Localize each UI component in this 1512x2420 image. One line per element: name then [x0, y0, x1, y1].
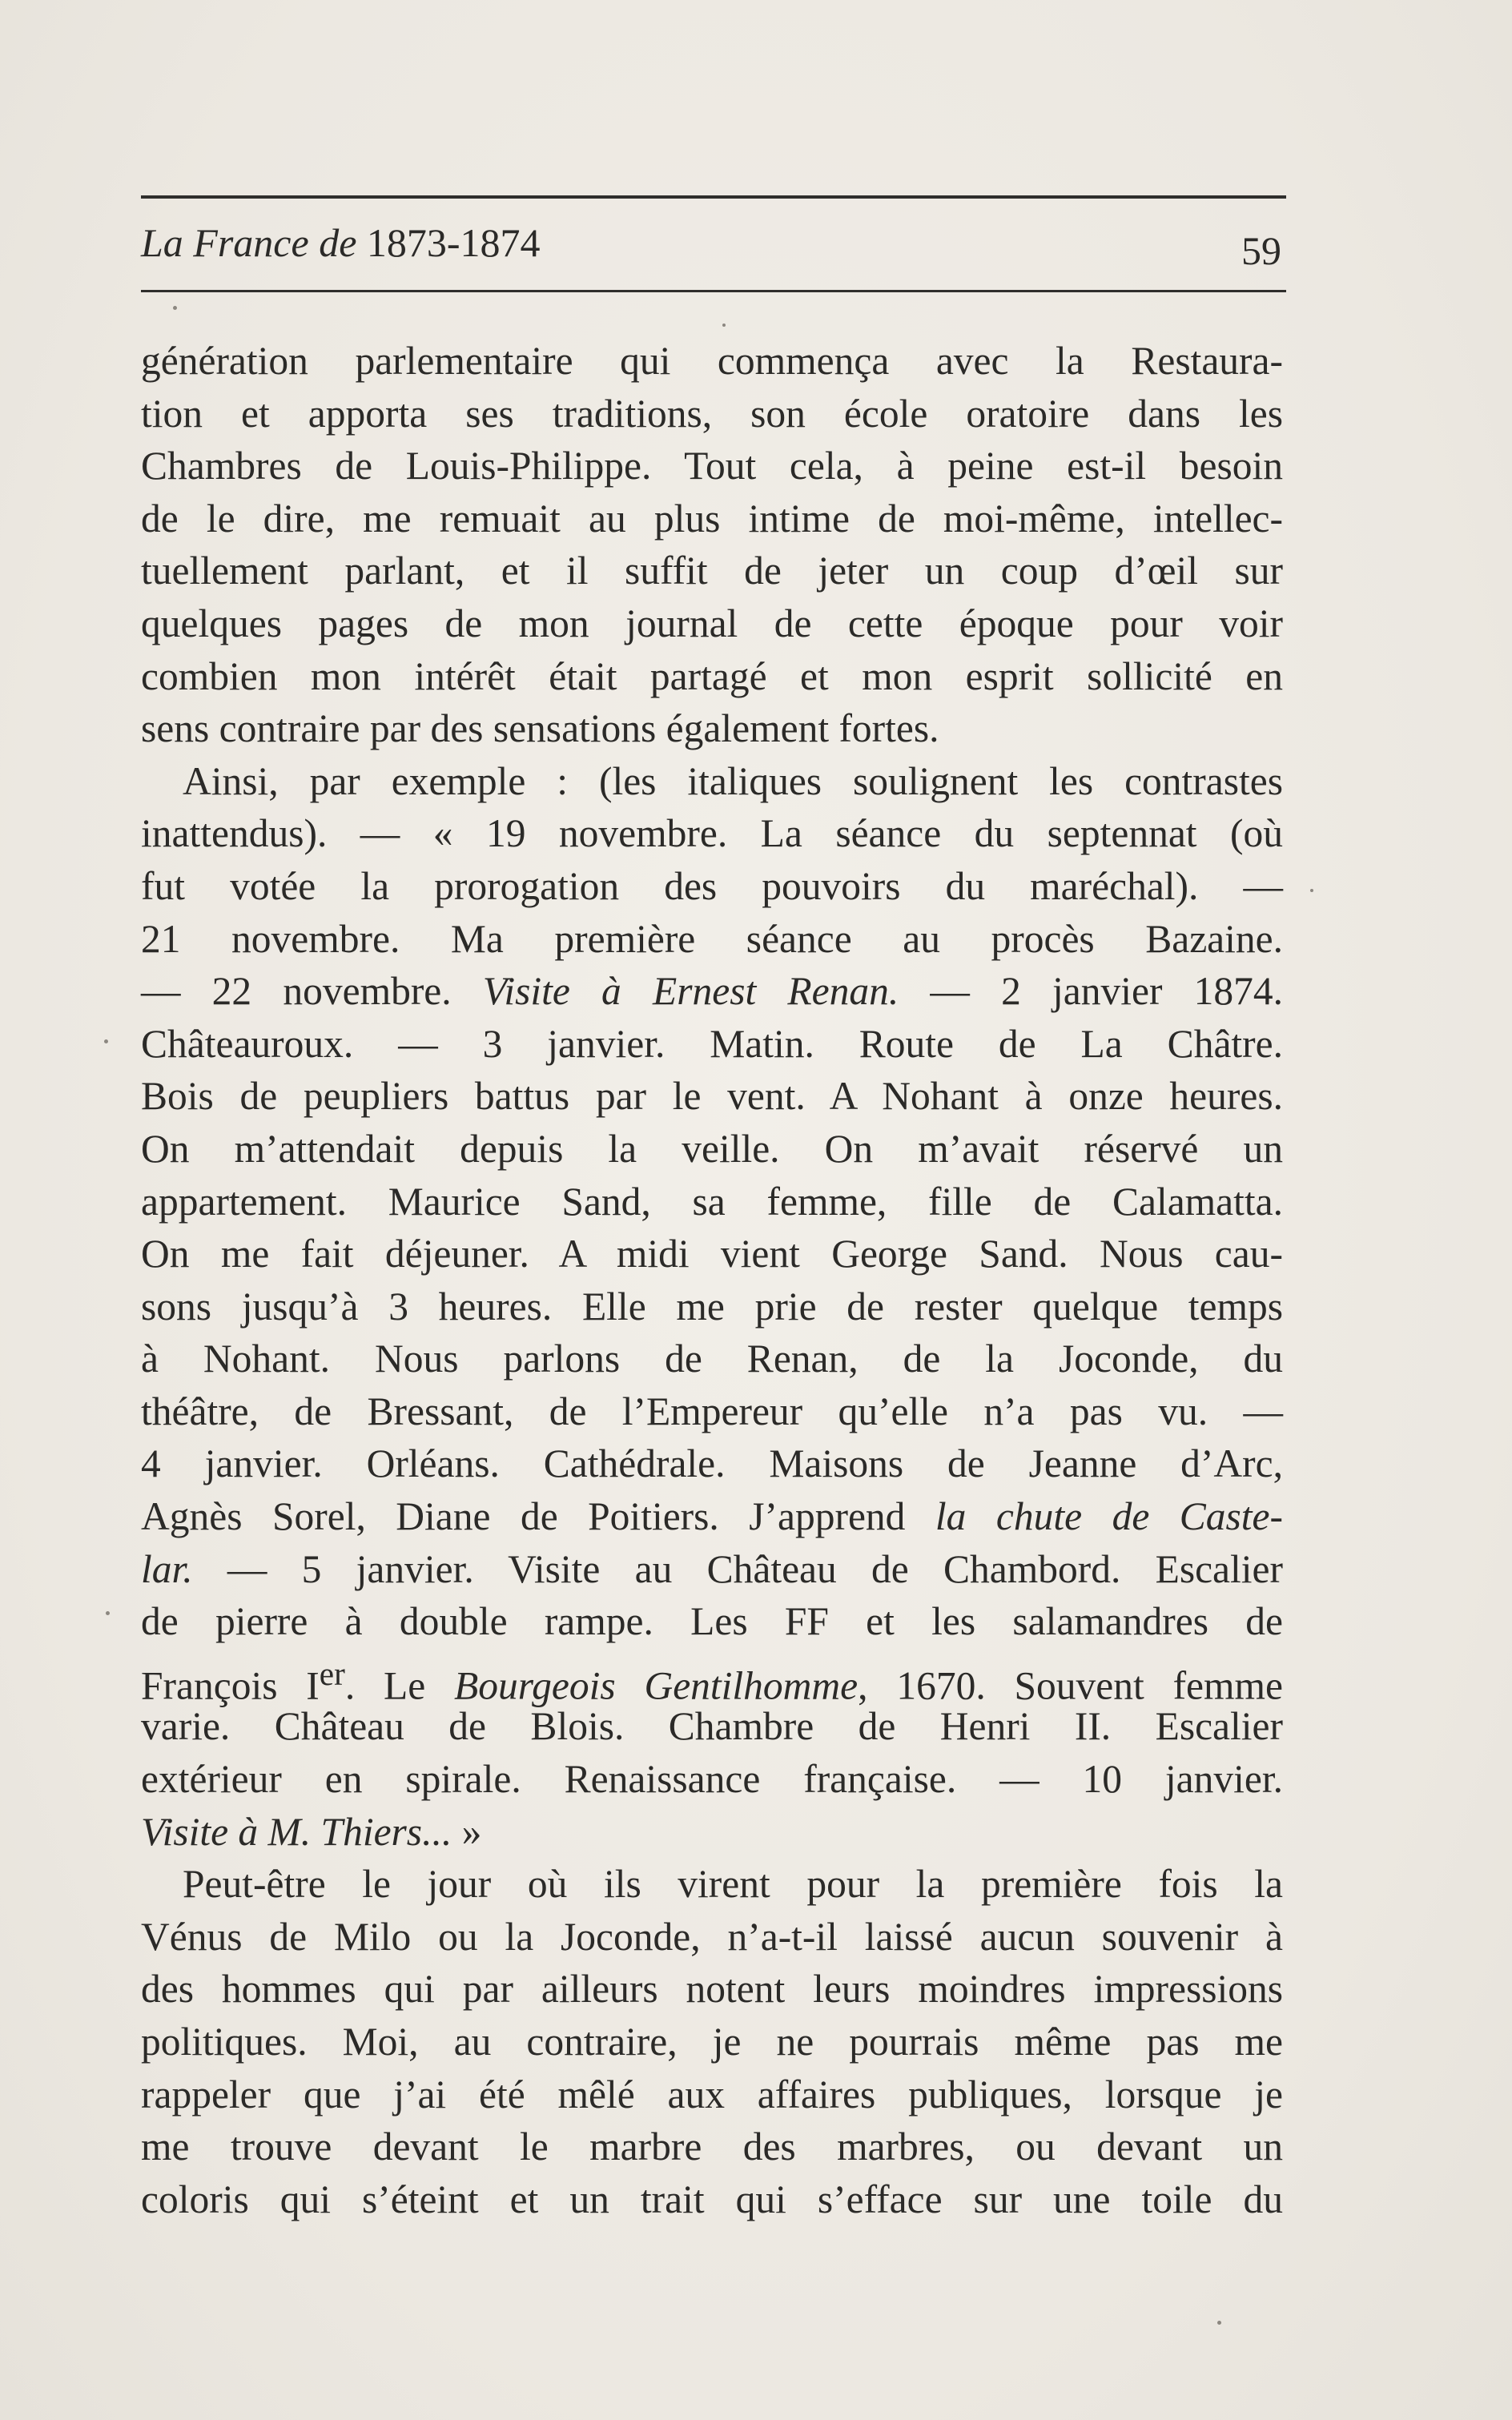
text-line	[141, 1648, 1283, 1708]
text-line: On me fait déjeuner. A midi vient George Sand. Nous cau-	[141, 1232, 1283, 1276]
running-header	[141, 210, 1286, 282]
text-line	[141, 1543, 1283, 1596]
text-run: Agnès Sorel, Diane de Poitiers. J’apprend	[141, 1494, 935, 1539]
paper-speck	[106, 1611, 110, 1615]
paper-speck	[1217, 2321, 1221, 2325]
header-rule-bottom	[141, 290, 1286, 292]
text-line: 21 novembre. Ma première séance au procès Bazaine.	[141, 916, 1283, 961]
text-run: François I	[141, 1663, 320, 1708]
text-line: me trouve devant le marbre des marbres, ou devant un	[141, 2125, 1283, 2169]
italic-run: Bourgeois Gentilhomme	[454, 1663, 859, 1708]
text-line: On m’attendait depuis la veille. On m’avait réservé un	[141, 1126, 1283, 1171]
text-run: — 2 janvier 1874.	[899, 969, 1283, 1014]
running-title-years: 1873-1874	[366, 220, 541, 265]
text-line	[141, 965, 1283, 1018]
text-line: de pierre à double rampe. Les FF et les salamandres de	[141, 1599, 1283, 1644]
text-line: varie. Château de Blois. Chambre de Henri II. Escalier	[141, 1704, 1283, 1749]
running-title-italic: La France de	[141, 220, 357, 265]
text-line: théâtre, de Bressant, de l’Empereur qu’elle n’a pas vu. —	[141, 1389, 1283, 1433]
text-run: — 5 janvier. Visite au Château de Chambord. Escalier	[192, 1546, 1283, 1591]
text-line: Bois de peupliers battus par le vent. A Nohant à onze heures.	[141, 1074, 1283, 1119]
italic-run: lar.	[141, 1546, 193, 1591]
text-line: génération parlementaire qui commença avec la Restaura-	[141, 339, 1283, 383]
text-line: quelques pages de mon journal de cette époque pour voir	[141, 601, 1283, 645]
paper-speck	[1310, 889, 1313, 892]
text-line: fut votée la prorogation des pouvoirs du maréchal). —	[141, 863, 1283, 908]
text-run: , 1670. Souvent femme	[858, 1663, 1283, 1708]
paper-speck	[722, 324, 726, 327]
text-line: des hommes qui par ailleurs notent leurs moindres impressions	[141, 1967, 1283, 2012]
text-line: Vénus de Milo ou la Joconde, n’a-t-il laissé aucun souvenir à	[141, 1914, 1283, 1959]
text-line: 4 janvier. Orléans. Cathédrale. Maisons de Jeanne d’Arc,	[141, 1441, 1283, 1486]
text-line: de le dire, me remuait au plus intime de moi-même, intellec-	[141, 496, 1283, 541]
text-line: tuellement parlant, et il suffit de jeter un coup d’œil sur	[141, 549, 1283, 593]
text-line: sens contraire par des sensations également fortes.	[141, 706, 939, 751]
text-line: Ainsi, par exemple : (les italiques soulignent les contrastes	[183, 758, 1283, 803]
body-text	[141, 335, 1283, 2225]
text-line	[141, 1490, 1283, 1543]
text-line: Châteauroux. — 3 janvier. Matin. Route de La Châtre.	[141, 1021, 1283, 1066]
text-run: . Le	[344, 1663, 454, 1708]
text-line: inattendus). — « 19 novembre. La séance du septennat (où	[141, 811, 1283, 856]
text-line	[141, 1806, 1283, 1859]
text-line: extérieur en spirale. Renaissance française. — 10 janvier.	[141, 1757, 1283, 1802]
paper-speck	[173, 306, 177, 310]
italic-run: Visite à M. Thiers...	[141, 1809, 452, 1854]
text-line: combien mon intérêt était partagé et mon esprit sollicité en	[141, 653, 1283, 698]
header-rule-top	[141, 195, 1286, 199]
italic-run: Visite à Ernest Renan.	[482, 969, 899, 1014]
text-run: — 22 novembre.	[141, 969, 483, 1014]
text-run: »	[452, 1809, 482, 1854]
text-line: Chambres de Louis-Philippe. Tout cela, à peine est-il besoin	[141, 444, 1283, 488]
italic-run: la chute de Caste-	[935, 1494, 1284, 1539]
text-line: politiques. Moi, au contraire, je ne pourrais même pas me	[141, 2020, 1283, 2064]
text-line: à Nohant. Nous parlons de Renan, de la Joconde, du	[141, 1337, 1283, 1381]
text-line: Peut-être le jour où ils virent pour la première fois la	[183, 1862, 1283, 1907]
text-line: tion et apporta ses traditions, son école oratoire dans les	[141, 391, 1283, 436]
superscript: er	[319, 1654, 345, 1692]
running-title	[141, 219, 541, 266]
text-line: appartement. Maurice Sand, sa femme, fille de Calamatta.	[141, 1179, 1283, 1224]
page-number: 59	[1241, 228, 1281, 273]
paper-speck	[104, 1039, 108, 1043]
text-line: sons jusqu’à 3 heures. Elle me prie de rester quelque temps	[141, 1284, 1283, 1329]
text-line: coloris qui s’éteint et un trait qui s’efface sur une toile du	[141, 2177, 1283, 2221]
text-line: rappeler que j’ai été mêlé aux affaires publiques, lorsque je	[141, 2072, 1283, 2116]
